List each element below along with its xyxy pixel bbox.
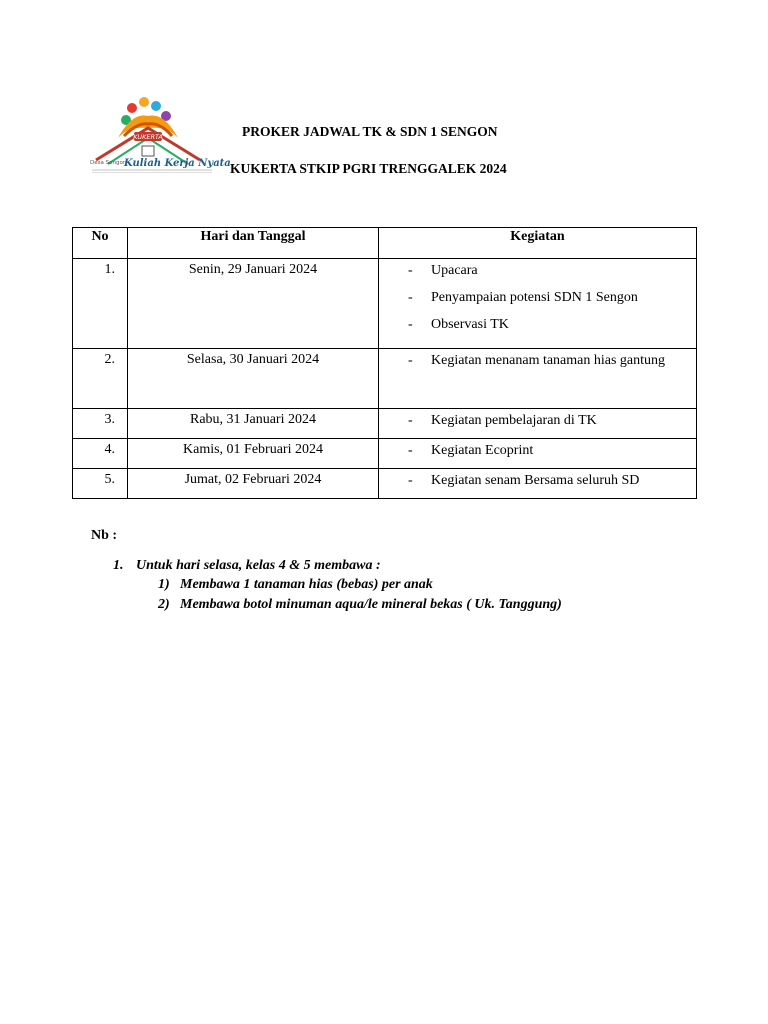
row-date: Selasa, 30 Januari 2024 (128, 349, 379, 409)
subitem-text: Membawa 1 tanaman hias (bebas) per anak (180, 577, 433, 592)
activity-text: Kegiatan Ecoprint (431, 443, 534, 458)
row-activities (379, 259, 697, 349)
header-date: Hari dan Tanggal (128, 228, 379, 259)
logo-script-text: Kuliah Kerja Nyata (124, 158, 231, 169)
header-no: No (73, 228, 128, 259)
note-number: 1. (113, 558, 124, 573)
document-subtitle: KUKERTA STKIP PGRI TRENGGALEK 2024 (230, 161, 507, 176)
row-activities (379, 409, 697, 439)
note-item (113, 558, 381, 574)
row-date: Jumat, 02 Februari 2024 (128, 469, 379, 499)
row-date: Kamis, 01 Februari 2024 (128, 439, 379, 469)
subitem-number: 1) (158, 577, 170, 592)
bullet-dash: - (408, 353, 413, 368)
row-activities (379, 469, 697, 499)
logo-badge-text: KUKERTA (133, 133, 163, 141)
table-row (73, 469, 697, 499)
header-activity: Kegiatan (379, 228, 697, 259)
note-subitem (158, 597, 562, 613)
bullet-dash: - (408, 263, 413, 278)
note-text: Untuk hari selasa, kelas 4 & 5 membawa : (136, 558, 381, 573)
activity-text: Kegiatan menanam tanaman hias gantung (431, 353, 666, 368)
subitem-text: Membawa botol minuman aqua/le mineral bekas ( Uk. Tanggung) (180, 597, 562, 612)
bullet-dash: - (408, 317, 413, 332)
logo-figures-icon (118, 97, 178, 138)
row-number: 3. (73, 409, 128, 439)
activity-item (379, 442, 696, 460)
row-number: 5. (73, 469, 128, 499)
activity-item (379, 289, 696, 307)
activity-item (379, 316, 696, 334)
table-row (73, 349, 697, 409)
bullet-dash: - (408, 413, 413, 428)
table-header-row (73, 228, 697, 259)
bullet-dash: - (408, 443, 413, 458)
schedule-table (72, 227, 697, 499)
notes-label: Nb : (91, 528, 118, 543)
activity-text: Penyampaian potensi SDN 1 Sengon (431, 290, 638, 305)
activity-item (379, 472, 696, 490)
table-row (73, 259, 697, 349)
activity-item (379, 412, 696, 430)
row-number: 4. (73, 439, 128, 469)
row-activities (379, 439, 697, 469)
kukerta-logo (88, 94, 231, 178)
row-date: Senin, 29 Januari 2024 (128, 259, 379, 349)
row-date: Rabu, 31 Januari 2024 (128, 409, 379, 439)
logo-left-text: Desa Sengon (90, 160, 127, 166)
bullet-dash: - (408, 290, 413, 305)
activity-text: Kegiatan pembelajaran di TK (431, 413, 597, 428)
activity-item (379, 262, 696, 280)
table-row (73, 409, 697, 439)
row-number: 2. (73, 349, 128, 409)
activity-item (379, 352, 696, 370)
subitem-number: 2) (158, 597, 170, 612)
activity-text: Kegiatan senam Bersama seluruh SD (431, 473, 640, 488)
row-number: 1. (73, 259, 128, 349)
activity-text: Upacara (431, 263, 478, 278)
table-row (73, 439, 697, 469)
row-activities (379, 349, 697, 409)
activity-text: Observasi TK (431, 317, 509, 332)
bullet-dash: - (408, 473, 413, 488)
document-title: PROKER JADWAL TK & SDN 1 SENGON (242, 124, 498, 139)
note-subitem (158, 577, 433, 593)
